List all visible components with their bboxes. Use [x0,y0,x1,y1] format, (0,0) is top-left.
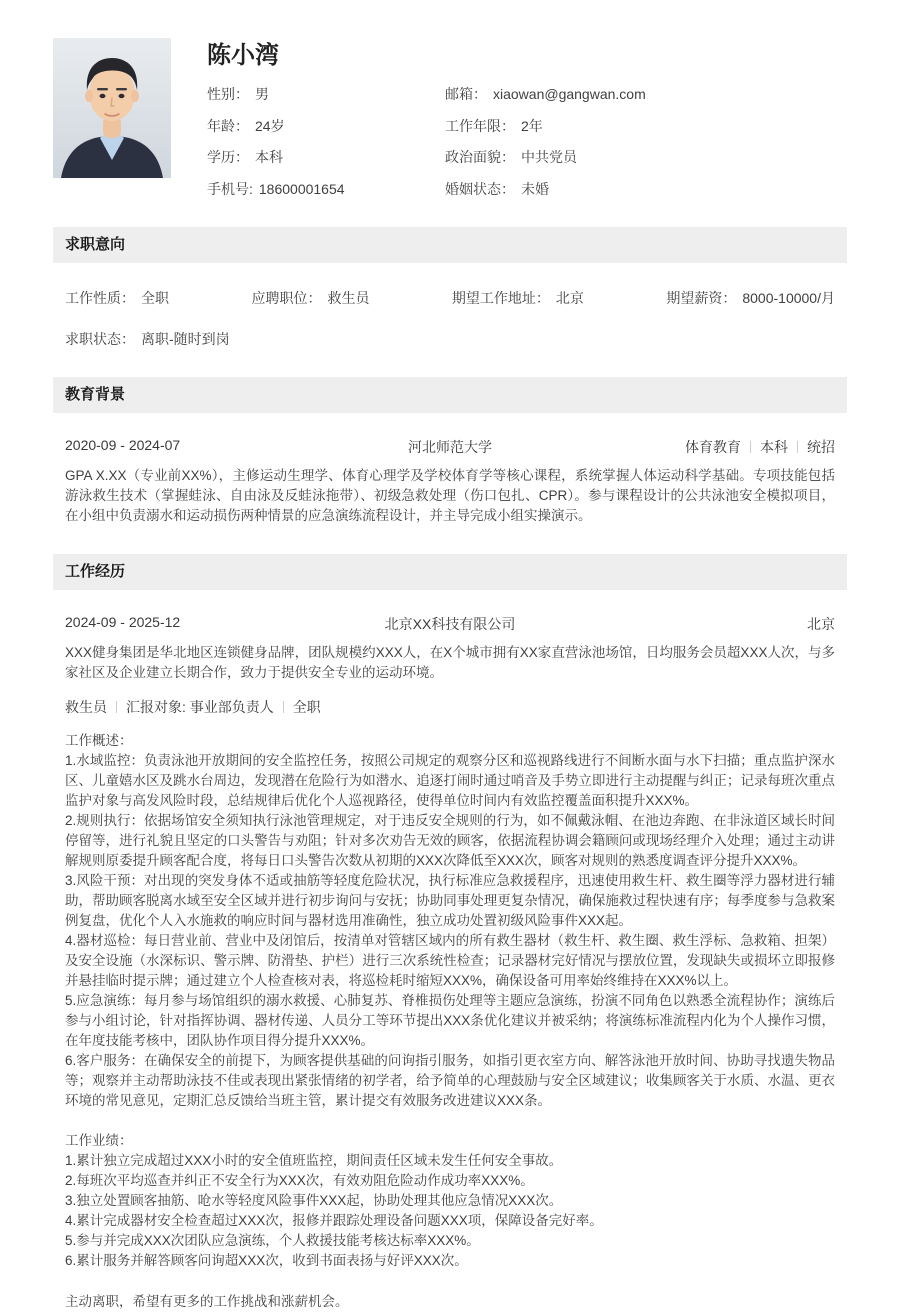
work-meta-row [65,614,835,634]
field-email: 邮箱： xiaowan@gangwan.com [445,86,646,102]
education-degree: 本科 [759,438,788,455]
field-experience-years: 工作年限： 2年 [445,117,543,134]
section-intention [53,288,847,349]
candidate-name: 陈小湾 [207,42,279,69]
work-overview-block [65,731,835,1271]
section-header-intention: 求职意向 [53,227,847,263]
profile-info-grid [207,84,847,199]
resume-header [53,38,847,199]
education-major: 体育教育 [684,438,741,455]
section-header-work: 工作经历 [53,554,847,590]
resign-note: 主动离职，希望有更多的工作挑战和涨薪机会。 [65,1293,349,1309]
achievement-item-2: 2.每班次平均巡查并纠正不安全行为XXX次，有效劝阻危险动作成功率XXX%。 [65,1172,534,1188]
intent-location: 期望工作地址： 北京 [451,289,584,306]
work-company: 北京XX科技有限公司 [384,615,516,632]
divider [283,701,284,713]
profile-photo [53,38,171,178]
overview-item-1: 1.水域监控：负责泳池开放期间的安全监控任务，按照公司规定的观察分区和巡视路线进行不间断水面与水下扫描；重点监护深水区、儿童嬉水区及跳水台周边，发现潜在危险行为如潜水、追逐打闹时通过哨音及手势立即进行主动提醒与纠正；记录每班次重点监护对象与高发风险时段，总结规律后优化个人巡视路径，使得单位时间内有效监控覆盖面积提升XXX%。 [65,752,835,808]
education-description: GPA X.XX（专业前XX%），主修运动生理学、体育心理学及学校体育学等核心课程，系统掌握人体运动科学基础。专项技能包括游泳救生技术（掌握蛙泳、自由泳及反蛙泳拖带）、初级急救处理（伤口包扎、CPR）。参与课程设计的公共泳池安全模拟项目，在小组中负责溺水和运动损伤两种情景的应急演练流程设计，并主导完成小组实操演示。 [65,467,835,523]
education-school: 河北师范大学 [407,438,492,455]
divider [797,441,798,453]
spacer [65,1111,835,1131]
achievement-item-3: 3.独立处置顾客抽筋、呛水等轻度风险事件XXX起，协助处理其他应急情况XXX次。 [65,1192,563,1208]
intent-salary: 期望薪资： 8000-10000/月 [666,289,835,306]
intent-job-type: 工作性质： 全职 [65,289,169,306]
intent-status: 求职状态： 离职-随时到岗 [65,330,230,347]
work-employment-type: 全职 [292,698,321,715]
education-meta-row [65,437,835,457]
intention-row-1 [65,288,835,308]
company-intro: XXX健身集团是华北地区连锁健身品牌，团队规模约XXX人，在X个城市拥有XX家直营泳池场馆，日均服务会员超XXX人次，与多家社区及企业建立长期合作，致力于提供安全专业的运动环境。 [65,644,835,680]
achievement-item-5: 5.参与并完成XXX次团队应急演练，个人救援技能考核达标率XXX%。 [65,1232,480,1248]
section-work [53,614,847,1312]
intent-position: 应聘职位： 救生员 [251,289,370,306]
overview-item-2: 2.规则执行：依据场馆安全须知执行泳池管理规定，对于违反安全规则的行为，如不佩戴泳帽、在池边奔跑、在非泳道区域长时间停留等，进行礼貌且坚定的口头警告与劝阻；针对多次劝告无效的顾客，依据流程协调会籍顾问或现场经理介入处理；通过主动讲解规则原委提升顾客配合度，将每日口头警告次数从初期的XXX次降低至XXX次，顾客对规则的熟悉度调查评分提升XXX%。 [65,812,835,868]
intention-row-2 [65,329,835,349]
work-location: 北京 [806,615,835,632]
work-overview-title: 工作概述： [65,732,133,748]
achievement-item-6: 6.累计服务并解答顾客问询超XXX次，收到书面表扬与好评XXX次。 [65,1252,468,1268]
profile-photo-image [53,38,171,178]
work-achievements-title: 工作业绩： [65,1132,133,1148]
overview-item-5: 5.应急演练：每月参与场馆组织的溺水救援、心肺复苏、脊椎损伤处理等主题应急演练，扮演不同角色以熟悉全流程协作；演练后参与小组讨论，针对指挥协调、器材传递、人员分工等环节提出XXX条优化建议并被采纳；将演练标准流程内化为个人操作习惯，在年度技能考核中，团队协作项目得分提升XXX%。 [65,992,835,1048]
work-period: 2024-09 - 2025-12 [65,613,181,630]
overview-item-4: 4.器材巡检：每日营业前、营业中及闭馆后，按清单对管辖区域内的所有救生器材（救生杆、救生圈、救生浮标、急救箱、担架）及安全设施（水深标识、警示牌、防滑垫、护栏）进行三次系统性检查；记录器材完好情况与摆放位置，发现缺失或损坏立即报修并悬挂临时提示牌；通过建立个人检查核对表，将巡检耗时缩短XXX%，确保设备可用率始终维持在XXX%以上。 [65,932,835,988]
field-phone: 手机号: 18600001654 [207,180,345,197]
work-report-to: 汇报对象: 事业部负责人 [126,698,274,715]
field-marital-status: 婚姻状态： 未婚 [445,180,549,197]
divider [750,441,751,453]
field-political-status: 政治面貌： 中共党员 [445,149,577,165]
section-header-education: 教育背景 [53,377,847,413]
work-role-title: 救生员 [65,698,107,715]
achievement-item-4: 4.累计完成器材安全检查超过XXX次，报修并跟踪处理设备问题XXX项，保障设备完好率。 [65,1212,603,1228]
section-education [53,437,847,526]
overview-item-3: 3.风险干预：对出现的突发身体不适或抽筋等轻度危险状况，执行标准应急救援程序，迅速使用救生杆、救生圈等浮力器材进行辅助，帮助顾客脱离水域至安全区域并进行初步询问与安抚；协助同事处理更复杂情况，确保施救过程快速有序；每季度参与急救案例复盘，优化个人入水施救的响应时间与器材选用准确性，独立成功处置初级风险事件XXX起。 [65,872,835,928]
field-gender: 性别： 男 [207,86,269,102]
work-role-line [65,697,835,717]
education-tags [581,437,835,457]
education-admission-type: 统招 [806,438,835,455]
profile-info [171,38,847,199]
field-degree: 学历： 本科 [207,149,283,165]
overview-item-6: 6.客户服务：在确保安全的前提下，为顾客提供基础的问询指引服务，如指引更衣室方向、解答泳池开放时间、协助寻找遗失物品等；观察并主动帮助泳技不佳或表现出紧张情绪的初学者，给予简单的心理鼓励与安全区域建议；收集顾客关于水质、水温、更衣环境的常见意见，定期汇总反馈给当班主管，累计提交有效服务改进建议XXX条。 [65,1052,835,1108]
achievement-item-1: 1.累计独立完成超过XXX小时的安全值班监控，期间责任区域未发生任何安全事故。 [65,1152,563,1168]
field-age: 年龄： 24岁 [207,117,285,134]
education-period: 2020-09 - 2024-07 [65,436,181,453]
divider [116,701,117,713]
